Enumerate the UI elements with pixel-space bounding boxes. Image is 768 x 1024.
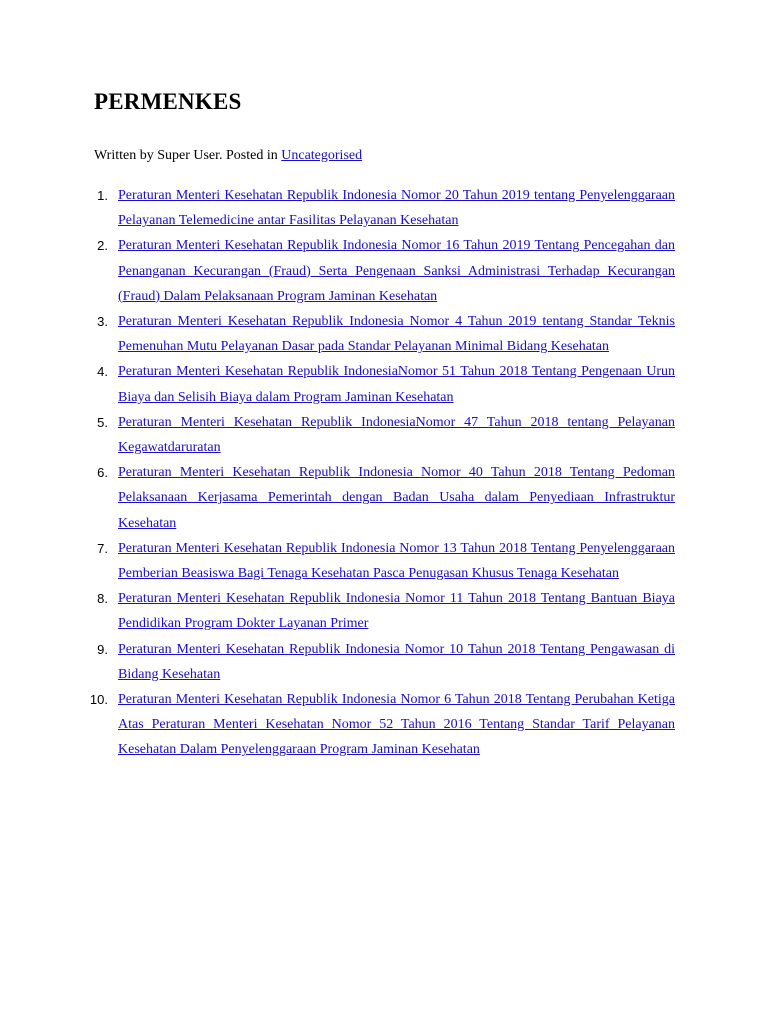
category-link[interactable]: Uncategorised: [281, 148, 363, 163]
list-item-number: 4.: [97, 364, 108, 380]
regulation-link[interactable]: Peraturan Menteri Kesehatan Republik Indonesia Nomor 13 Tahun 2018 Tentang Penyelenggaraan Pemberian Beasiswa Bagi Tenaga Kesehatan Pasca Penugasan Khusus Tenaga Kesehatan: [118, 540, 675, 582]
list-item-number: 1.: [97, 188, 108, 203]
page-title: PERMENKES: [94, 89, 242, 114]
list-item: [94, 536, 675, 586]
article-meta: [94, 146, 675, 166]
document-page: [89, 86, 675, 763]
list-item: [94, 359, 675, 409]
list-item: [94, 309, 675, 359]
list-item: [94, 233, 675, 309]
list-item: [94, 637, 675, 687]
regulation-list: [89, 183, 675, 763]
regulation-link[interactable]: Peraturan Menteri Kesehatan Republik Indonesia Nomor 6 Tahun 2018 Tentang Perubahan Ketiga Atas Peraturan Menteri Kesehatan Nomor 52 Tahun 2016 Tentang Standar Tarif Pelayanan Kesehatan Dalam Penyelenggaraan Program Jaminan Kesehatan: [118, 692, 675, 758]
regulation-link[interactable]: Peraturan Menteri Kesehatan Republik Indonesia Nomor 20 Tahun 2019 tentang Penyelenggaraan Pelayanan Telemedicine antar Fasilitas Pelayanan Kesehatan: [118, 188, 675, 229]
list-item: [94, 183, 675, 233]
list-item: [94, 410, 675, 460]
list-item-number: 5.: [97, 414, 108, 430]
list-item-number: 9.: [97, 641, 108, 657]
meta-byline: Written by Super User. Posted in: [94, 148, 282, 163]
list-item: [89, 687, 675, 763]
list-item-number: 6.: [97, 465, 108, 481]
list-item-number: 10.: [89, 692, 108, 708]
list-item-number: 3.: [97, 314, 108, 330]
list-item-number: 8.: [97, 591, 108, 607]
list-item-number: 2.: [97, 238, 108, 254]
regulation-link[interactable]: Peraturan Menteri Kesehatan Republik Indonesia Nomor 11 Tahun 2018 Tentang Bantuan Biaya Pendidikan Program Dokter Layanan Primer: [118, 591, 675, 632]
list-item: [94, 460, 675, 536]
list-item: [94, 586, 675, 636]
regulation-link[interactable]: Peraturan Menteri Kesehatan Republik IndonesiaNomor 47 Tahun 2018 tentang Pelayanan Kegawatdaruratan: [118, 414, 675, 456]
regulation-link[interactable]: Peraturan Menteri Kesehatan Republik IndonesiaNomor 51 Tahun 2018 Tentang Pengenaan Urun Biaya dan Selisih Biaya dalam Program Jaminan Kesehatan: [118, 364, 675, 405]
regulation-link[interactable]: Peraturan Menteri Kesehatan Republik Indonesia Nomor 40 Tahun 2018 Tentang Pedoman Pelaksanaan Kerjasama Pemerintah dengan Badan Usaha dalam Penyediaan Infrastruktur Kesehatan: [118, 465, 675, 531]
regulation-link[interactable]: Peraturan Menteri Kesehatan Republik Indonesia Nomor 16 Tahun 2019 Tentang Pencegahan dan Penanganan Kecurangan (Fraud) Serta Pengenaan Sanksi Administrasi Terhadap Kecurangan (Fraud) Dalam Pelaksanaan Program Jaminan Kesehatan: [118, 238, 675, 304]
list-item-number: 7.: [97, 540, 108, 556]
regulation-link[interactable]: Peraturan Menteri Kesehatan Republik Indonesia Nomor 4 Tahun 2019 tentang Standar Teknis Pemenuhan Mutu Pelayanan Dasar pada Standar Pelayanan Minimal Bidang Kesehatan: [118, 314, 675, 355]
regulation-link[interactable]: Peraturan Menteri Kesehatan Republik Indonesia Nomor 10 Tahun 2018 Tentang Pengawasan di Bidang Kesehatan: [118, 641, 675, 682]
